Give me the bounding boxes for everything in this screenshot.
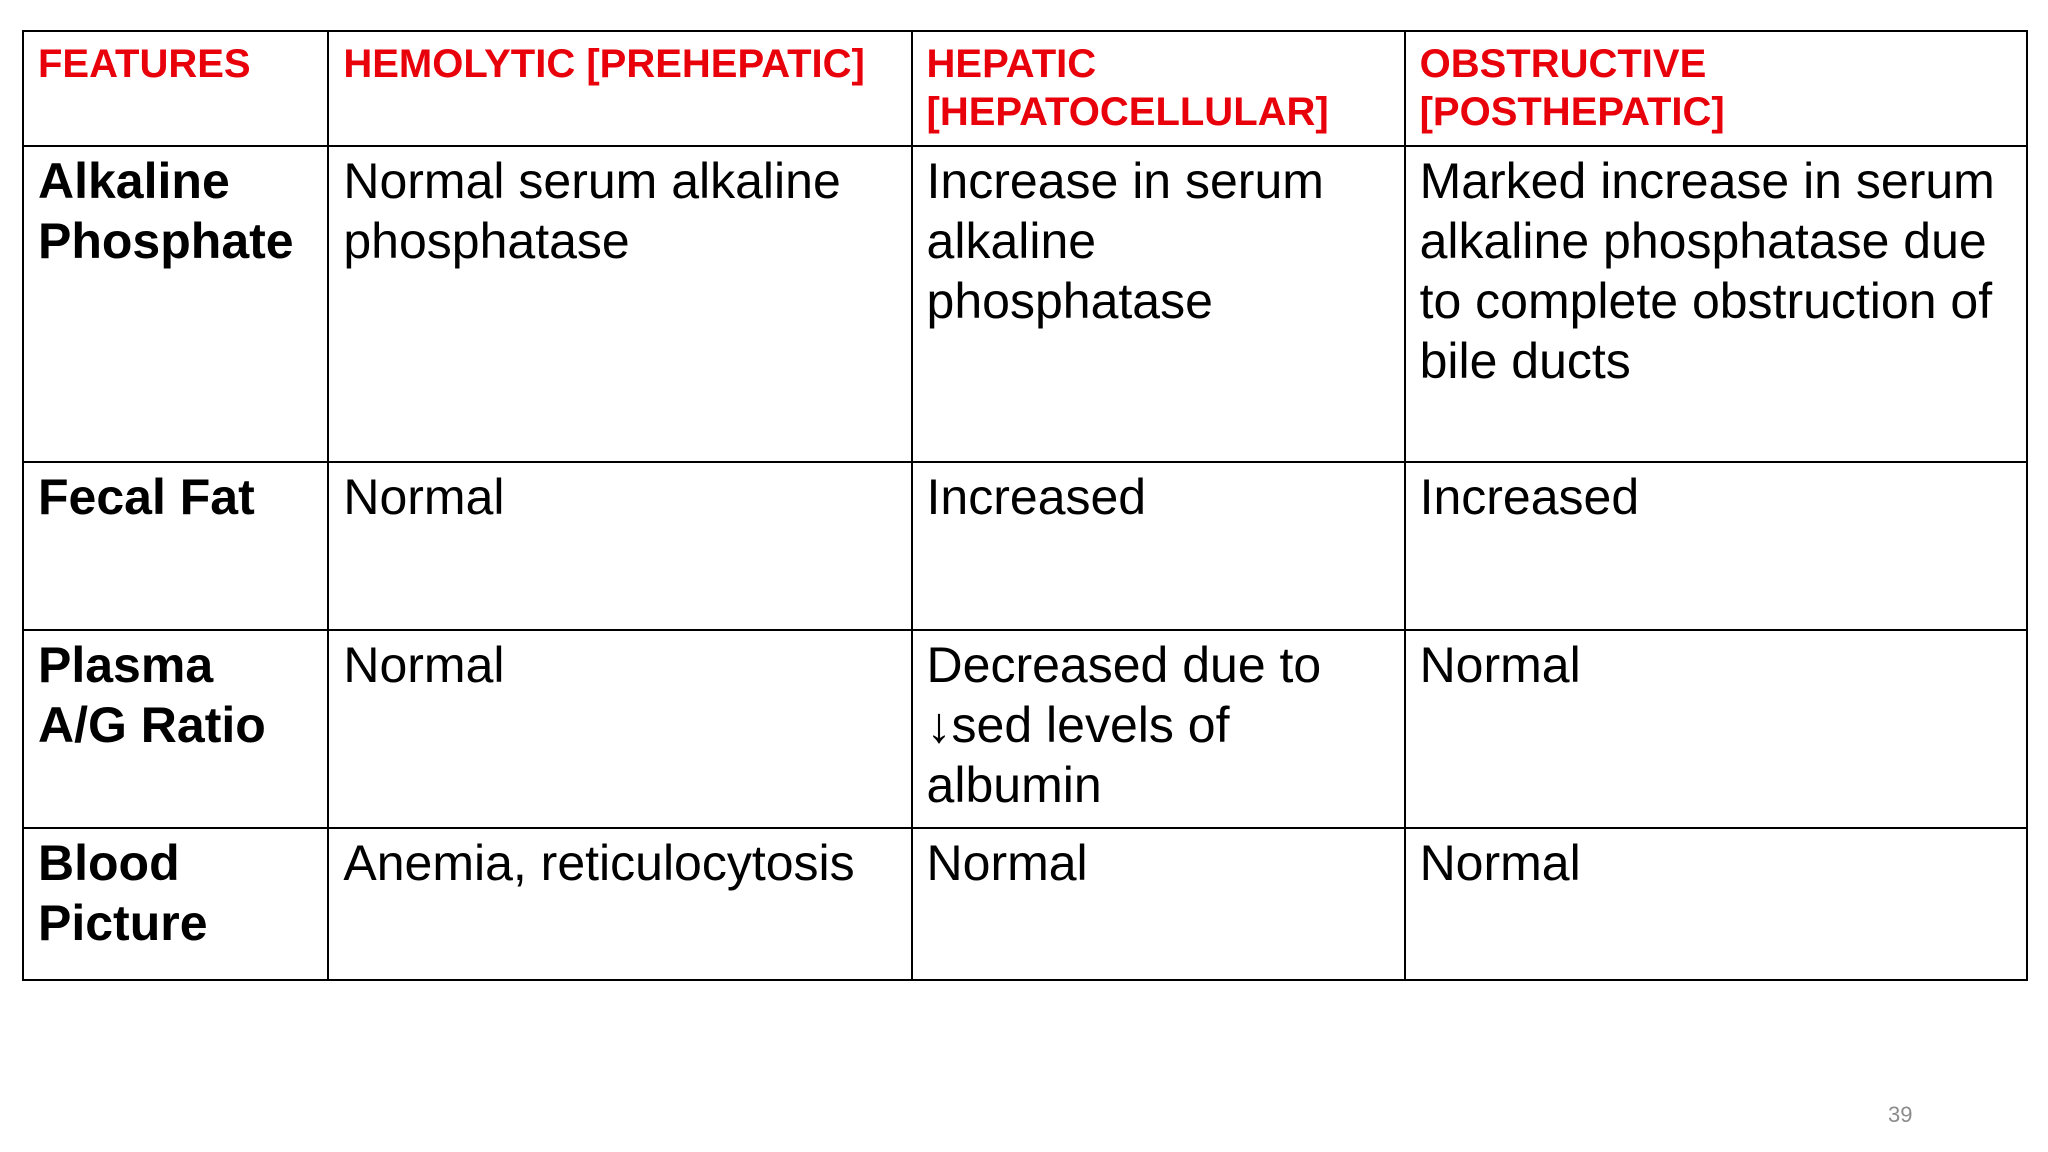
row-label-blood-picture: Blood Picture bbox=[23, 828, 328, 980]
header-obstructive: OBSTRUCTIVE [POSTHEPATIC] bbox=[1405, 31, 2027, 146]
cell-hemolytic: Normal serum alkaline phosphatase bbox=[328, 146, 911, 462]
cell-hepatic: Normal bbox=[912, 828, 1405, 980]
table-row bbox=[23, 630, 2027, 828]
row-label-fecal-fat: Fecal Fat bbox=[23, 462, 328, 630]
page-number: 39 bbox=[1888, 1102, 1913, 1127]
cell-hemolytic: Normal bbox=[328, 630, 911, 828]
comparison-table bbox=[22, 30, 2028, 981]
row-label-plasma-ag-ratio: Plasma A/G Ratio bbox=[23, 630, 328, 828]
table-row bbox=[23, 146, 2027, 462]
table-row bbox=[23, 462, 2027, 630]
cell-hemolytic: Anemia, reticulocytosis bbox=[328, 828, 911, 980]
header-hemolytic: HEMOLYTIC [PREHEPATIC] bbox=[328, 31, 911, 146]
table-header-row bbox=[23, 31, 2027, 146]
cell-obstructive: Normal bbox=[1405, 630, 2027, 828]
cell-hepatic: Increase in serum alkaline phosphatase bbox=[912, 146, 1405, 462]
cell-hepatic: Increased bbox=[912, 462, 1405, 630]
cell-obstructive: Normal bbox=[1405, 828, 2027, 980]
cell-obstructive: Increased bbox=[1405, 462, 2027, 630]
header-hepatic: HEPATIC [HEPATOCELLULAR] bbox=[912, 31, 1405, 146]
cell-obstructive: Marked increase in serum alkaline phosphatase due to complete obstruction of bile ducts bbox=[1405, 146, 2027, 462]
table-row bbox=[23, 828, 2027, 980]
cell-hemolytic: Normal bbox=[328, 462, 911, 630]
header-features: FEATURES bbox=[23, 31, 328, 146]
row-label-alkaline-phosphate: Alkaline Phosphate bbox=[23, 146, 328, 462]
cell-hepatic: Decreased due to ↓sed levels of albumin bbox=[912, 630, 1405, 828]
